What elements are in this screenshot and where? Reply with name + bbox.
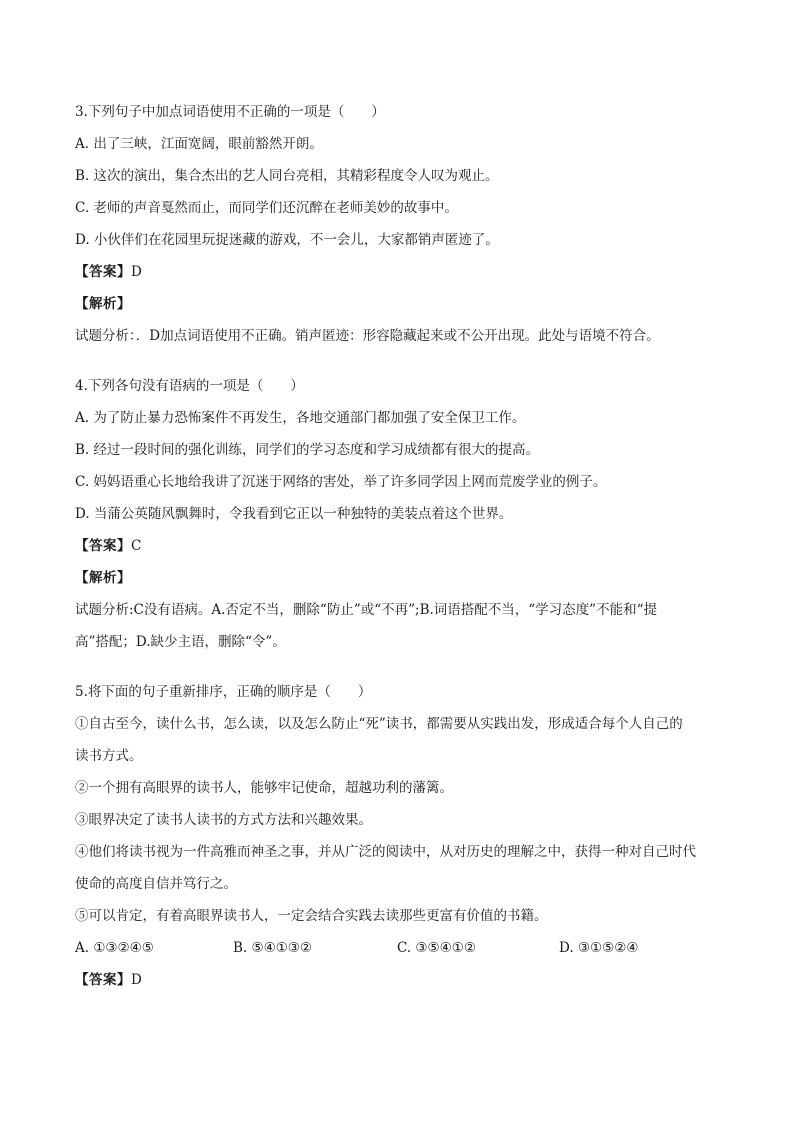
q5-option-a: A. ①③②④⑤: [75, 940, 154, 956]
q3-analysis-label: 【解析】: [75, 296, 131, 312]
q3-stem: 3.下列句子中加点词语使用不正确的一项是（ ）: [75, 104, 385, 120]
q5-answer-label: 【答案】: [75, 972, 131, 988]
q4-analysis-line-1: 试题分析:C没有语病。A.否定不当，删除“防止”或“不再”;B.词语搭配不当，“学习态度”不能和“提: [75, 602, 657, 618]
q5-sentence-1-line-2: 读书方式。: [75, 748, 143, 764]
q4-option-a: A. 为了防止暴力恐怖案件不再发生，各地交通部门都加强了安全保卫工作。: [75, 410, 526, 426]
q3-answer: [75, 256, 725, 288]
q4-option-c: C. 妈妈语重心长地给我讲了沉迷于网络的害处，举了许多同学因上网而荒废学业的例子。: [75, 474, 607, 490]
q3-answer-value: D: [131, 264, 142, 280]
q5-sentence-4-line-1: ④他们将读书视为一件高雅而神圣之事，并从广泛的阅读中，从对历史的理解之中，获得一种对自己时代: [75, 844, 696, 860]
q3-option-a: A. 出了三峡，江面宽阔，眼前豁然开朗。: [75, 136, 323, 152]
q3-option-c: C. 老师的声音戛然而止，而同学们还沉醉在老师美妙的故事中。: [75, 200, 458, 216]
q3-answer-label: 【答案】: [75, 264, 131, 280]
q4-option-b: B. 经过一段时间的强化训练，同学们的学习态度和学习成绩都有很大的提高。: [75, 442, 540, 458]
q4-option-d: D. 当蒲公英随风飘舞时，令我看到它正以一种独特的美装点着这个世界。: [75, 506, 513, 522]
q5-answer-value: D: [131, 972, 142, 988]
spacer: [75, 352, 725, 370]
q4-analysis-label: 【解析】: [75, 570, 131, 586]
q5-option-c: C. ③⑤④①②: [397, 940, 476, 956]
q4-analysis-heading: [75, 562, 725, 594]
spacer: [75, 658, 725, 676]
q4-answer-label: 【答案】: [75, 538, 131, 554]
q5-sentence-2: ②一个拥有高眼界的读书人，能够牢记使命，超越功利的藩篱。: [75, 780, 453, 796]
q5-sentence-3: ③眼界决定了读书人读书的方式方法和兴趣效果。: [75, 812, 372, 828]
q3-analysis: 试题分析：．D加点词语使用不正确。销声匿迹：形容隐藏起来或不公开出现。此处与语境不符合。: [75, 328, 660, 344]
q4-answer-value: C: [131, 538, 142, 554]
q5-sentence-1-line-1: ①自古至今，读什么书，怎么读，以及怎么防止“死”读书，都需要从实践出发，形成适合每个人自己的: [75, 716, 683, 732]
q4-answer: [75, 530, 725, 562]
q4-stem: 4.下列各句没有语病的一项是（ ）: [75, 378, 304, 394]
q3-option-d: D. 小伙伴们在花园里玩捉迷藏的游戏，不一会儿，大家都销声匿迹了。: [75, 232, 499, 248]
q5-options: [75, 932, 725, 964]
q3-option-b: B. 这次的演出，集合杰出的艺人同台亮相，其精彩程度令人叹为观止。: [75, 168, 499, 184]
q5-sentence-5: ⑤可以肯定，有着高眼界读书人，一定会结合实践去读那些更富有价值的书籍。: [75, 908, 548, 924]
q5-stem: 5.将下面的句子重新排序，正确的顺序是（ ）: [75, 684, 372, 700]
q5-option-d: D. ③①⑤②④: [559, 940, 639, 956]
document-page: [75, 96, 725, 996]
q5-answer: [75, 964, 725, 996]
q5-sentence-4-line-2: 使命的高度自信并笃行之。: [75, 876, 237, 892]
q3-analysis-heading: [75, 288, 725, 320]
q4-analysis-line-2: 高”搭配；D.缺少主语，删除“令”。: [75, 634, 286, 650]
q5-option-b: B. ⑤④①③②: [233, 940, 313, 956]
